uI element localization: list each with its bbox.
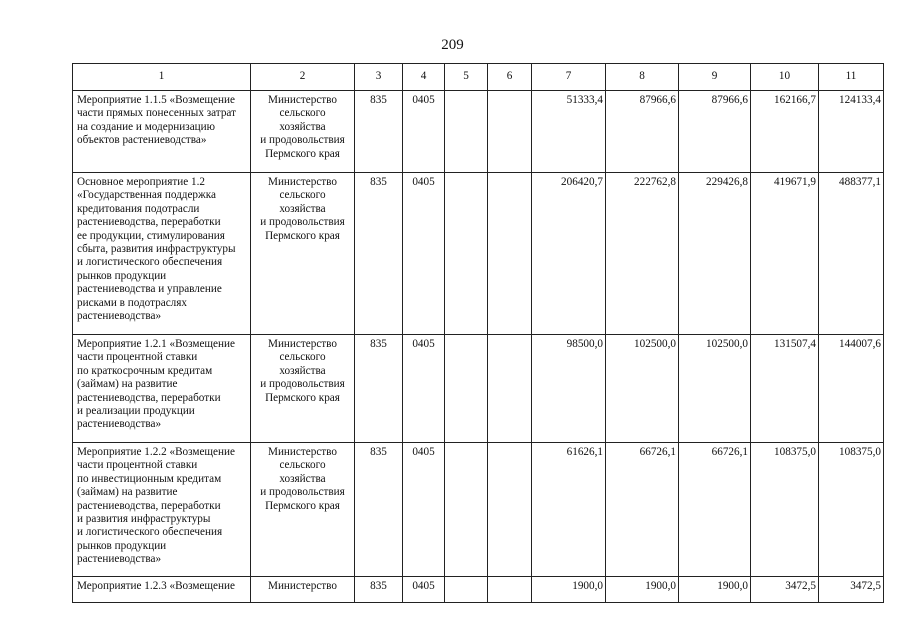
section-code-cell: 0405 bbox=[403, 91, 445, 173]
table-body bbox=[73, 91, 884, 603]
column-header: 9 bbox=[679, 64, 751, 91]
responsible-org-cell: Министерство сельского хозяйства и продовольствия Пермского края bbox=[251, 91, 355, 173]
column-5-cell bbox=[445, 173, 488, 335]
amount-col-11-cell: 108375,0 bbox=[819, 443, 884, 577]
table-row bbox=[73, 577, 884, 603]
amount-col-10-cell: 108375,0 bbox=[751, 443, 819, 577]
column-header: 5 bbox=[445, 64, 488, 91]
column-6-cell bbox=[488, 335, 532, 443]
ministry-code-cell: 835 bbox=[355, 173, 403, 335]
header-row bbox=[73, 64, 884, 91]
amount-col-10-cell: 131507,4 bbox=[751, 335, 819, 443]
column-header: 7 bbox=[532, 64, 606, 91]
amount-col-7-cell: 98500,0 bbox=[532, 335, 606, 443]
amount-col-7-cell: 51333,4 bbox=[532, 91, 606, 173]
section-code-cell: 0405 bbox=[403, 173, 445, 335]
column-header: 1 bbox=[73, 64, 251, 91]
ministry-code-cell: 835 bbox=[355, 443, 403, 577]
amount-col-11-cell: 3472,5 bbox=[819, 577, 884, 603]
column-6-cell bbox=[488, 577, 532, 603]
column-header: 2 bbox=[251, 64, 355, 91]
table-row bbox=[73, 173, 884, 335]
ministry-code-cell: 835 bbox=[355, 577, 403, 603]
table-row bbox=[73, 443, 884, 577]
column-header: 3 bbox=[355, 64, 403, 91]
amount-col-11-cell: 144007,6 bbox=[819, 335, 884, 443]
responsible-org-cell: Министерство сельского хозяйства и продовольствия Пермского края bbox=[251, 443, 355, 577]
ministry-code-cell: 835 bbox=[355, 91, 403, 173]
amount-col-8-cell: 66726,1 bbox=[606, 443, 679, 577]
activity-name-cell: Мероприятие 1.2.1 «Возмещение части процентной ставки по краткосрочным кредитам (займам) на развитие растениеводства, переработки и реализации продукции растениеводства» bbox=[73, 335, 251, 443]
amount-col-9-cell: 102500,0 bbox=[679, 335, 751, 443]
column-header: 6 bbox=[488, 64, 532, 91]
section-code-cell: 0405 bbox=[403, 577, 445, 603]
column-header: 11 bbox=[819, 64, 884, 91]
amount-col-11-cell: 488377,1 bbox=[819, 173, 884, 335]
page-number: 209 bbox=[441, 37, 464, 53]
column-6-cell bbox=[488, 173, 532, 335]
amount-col-8-cell: 87966,6 bbox=[606, 91, 679, 173]
activity-name-cell: Мероприятие 1.2.3 «Возмещение bbox=[73, 577, 251, 603]
column-5-cell bbox=[445, 91, 488, 173]
activity-name-cell: Основное мероприятие 1.2 «Государственная поддержка кредитования подотрасли растениеводства, переработки ее продукции, стимулирования сбыта, развития инфраструктуры и логистического обеспечения рынков продукции растениеводства и управление рисками в подотраслях растениеводства» bbox=[73, 173, 251, 335]
responsible-org-cell: Министерство bbox=[251, 577, 355, 603]
column-5-cell bbox=[445, 335, 488, 443]
amount-col-10-cell: 162166,7 bbox=[751, 91, 819, 173]
amount-col-8-cell: 222762,8 bbox=[606, 173, 679, 335]
table-row bbox=[73, 335, 884, 443]
activity-name-cell: Мероприятие 1.2.2 «Возмещение части процентной ставки по инвестиционным кредитам (займам) на развитие растениеводства, переработки и развития инфраструктуры и логистического обеспечения рынков продукции растениеводства» bbox=[73, 443, 251, 577]
amount-col-9-cell: 87966,6 bbox=[679, 91, 751, 173]
amount-col-7-cell: 1900,0 bbox=[532, 577, 606, 603]
amount-col-10-cell: 419671,9 bbox=[751, 173, 819, 335]
responsible-org-cell: Министерство сельского хозяйства и продовольствия Пермского края bbox=[251, 335, 355, 443]
column-header: 4 bbox=[403, 64, 445, 91]
section-code-cell: 0405 bbox=[403, 443, 445, 577]
table-row bbox=[73, 91, 884, 173]
column-5-cell bbox=[445, 577, 488, 603]
ministry-code-cell: 835 bbox=[355, 335, 403, 443]
amount-col-10-cell: 3472,5 bbox=[751, 577, 819, 603]
amount-col-8-cell: 1900,0 bbox=[606, 577, 679, 603]
amount-col-9-cell: 66726,1 bbox=[679, 443, 751, 577]
column-6-cell bbox=[488, 91, 532, 173]
section-code-cell: 0405 bbox=[403, 335, 445, 443]
activity-name-cell: Мероприятие 1.1.5 «Возмещение части прямых понесенных затрат на создание и модернизацию объектов растениеводства» bbox=[73, 91, 251, 173]
column-6-cell bbox=[488, 443, 532, 577]
amount-col-9-cell: 229426,8 bbox=[679, 173, 751, 335]
table-header bbox=[73, 64, 884, 91]
amount-col-8-cell: 102500,0 bbox=[606, 335, 679, 443]
amount-col-7-cell: 61626,1 bbox=[532, 443, 606, 577]
responsible-org-cell: Министерство сельского хозяйства и продовольствия Пермского края bbox=[251, 173, 355, 335]
column-header: 10 bbox=[751, 64, 819, 91]
column-5-cell bbox=[445, 443, 488, 577]
column-header: 8 bbox=[606, 64, 679, 91]
amount-col-7-cell: 206420,7 bbox=[532, 173, 606, 335]
budget-table bbox=[72, 63, 884, 603]
amount-col-9-cell: 1900,0 bbox=[679, 577, 751, 603]
amount-col-11-cell: 124133,4 bbox=[819, 91, 884, 173]
